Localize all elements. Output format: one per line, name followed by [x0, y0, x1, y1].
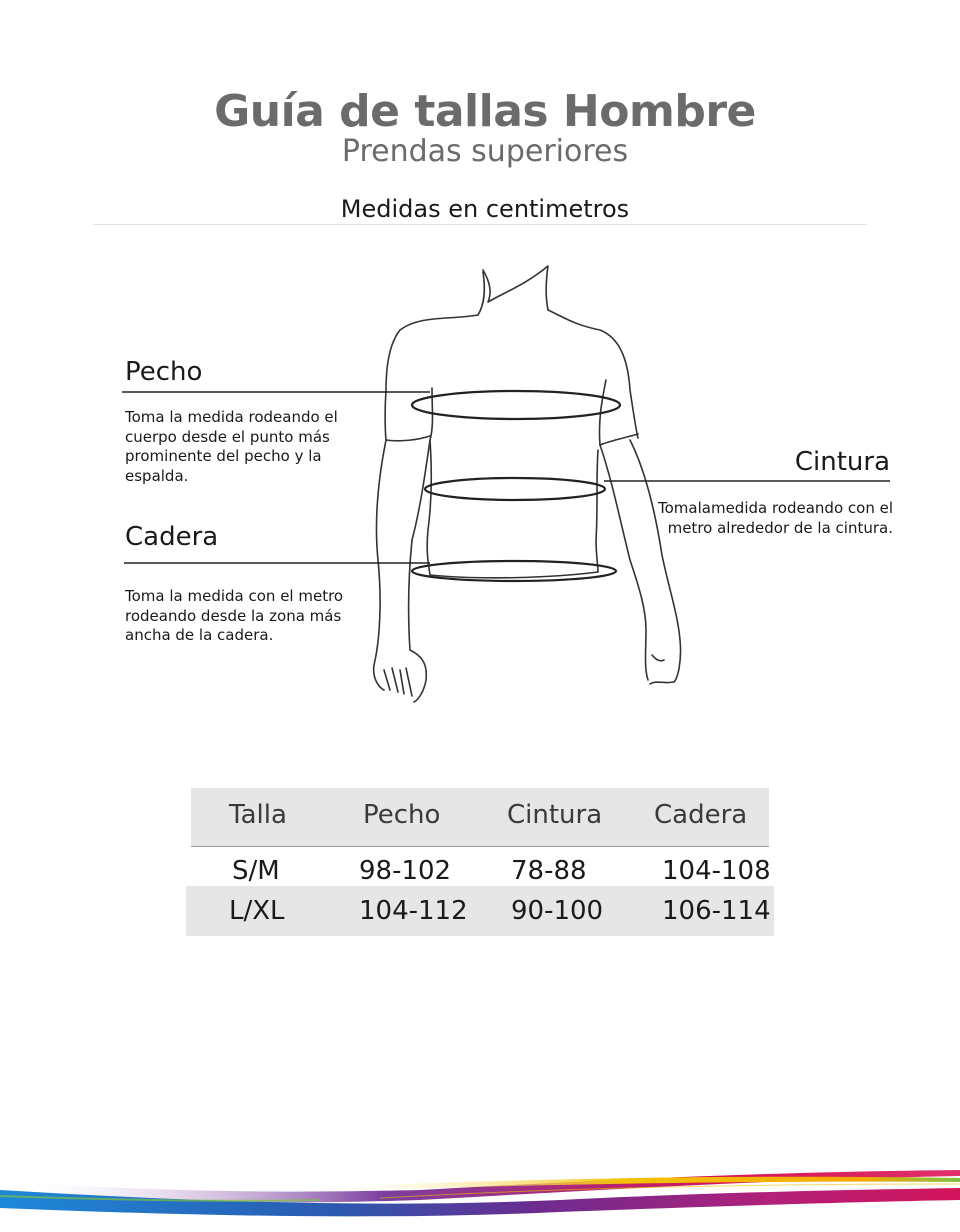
table-header-divider [191, 846, 769, 847]
units-label: Medidas en centimetros [340, 195, 630, 223]
row-sm-pecho: 98-102 [359, 856, 452, 886]
row-lxl-cadera: 106-114 [662, 896, 771, 926]
row-lxl-talla: L/XL [229, 896, 285, 926]
row-sm-talla: S/M [232, 856, 280, 886]
row-lxl-cintura: 90-100 [511, 896, 604, 926]
header-cadera: Cadera [654, 800, 748, 830]
cadera-label: Cadera [125, 522, 219, 552]
pecho-description: Toma la medida rodeando el cuerpo desde el punto más prominente del pecho y la espalda. [125, 408, 338, 485]
row-sm-cadera: 104-108 [662, 856, 771, 886]
cintura-description: Tomalamedida rodeando con el metro alrededor de la cintura. [658, 499, 893, 537]
header-cintura: Cintura [507, 800, 603, 830]
header-pecho: Pecho [363, 800, 441, 830]
footer-wave-decoration [0, 1150, 960, 1232]
cadera-description: Toma la medida con el metro rodeando desde la zona más ancha de la cadera. [125, 587, 344, 644]
cintura-label: Cintura [794, 447, 890, 477]
row-lxl-pecho: 104-112 [359, 896, 468, 926]
pecho-label: Pecho [125, 357, 203, 387]
header-talla: Talla [229, 800, 287, 830]
row-sm-cintura: 78-88 [511, 856, 587, 886]
page-title: Guía de tallas Hombre [214, 86, 756, 137]
page-subtitle: Prendas superiores [341, 134, 629, 169]
size-table [186, 788, 774, 938]
